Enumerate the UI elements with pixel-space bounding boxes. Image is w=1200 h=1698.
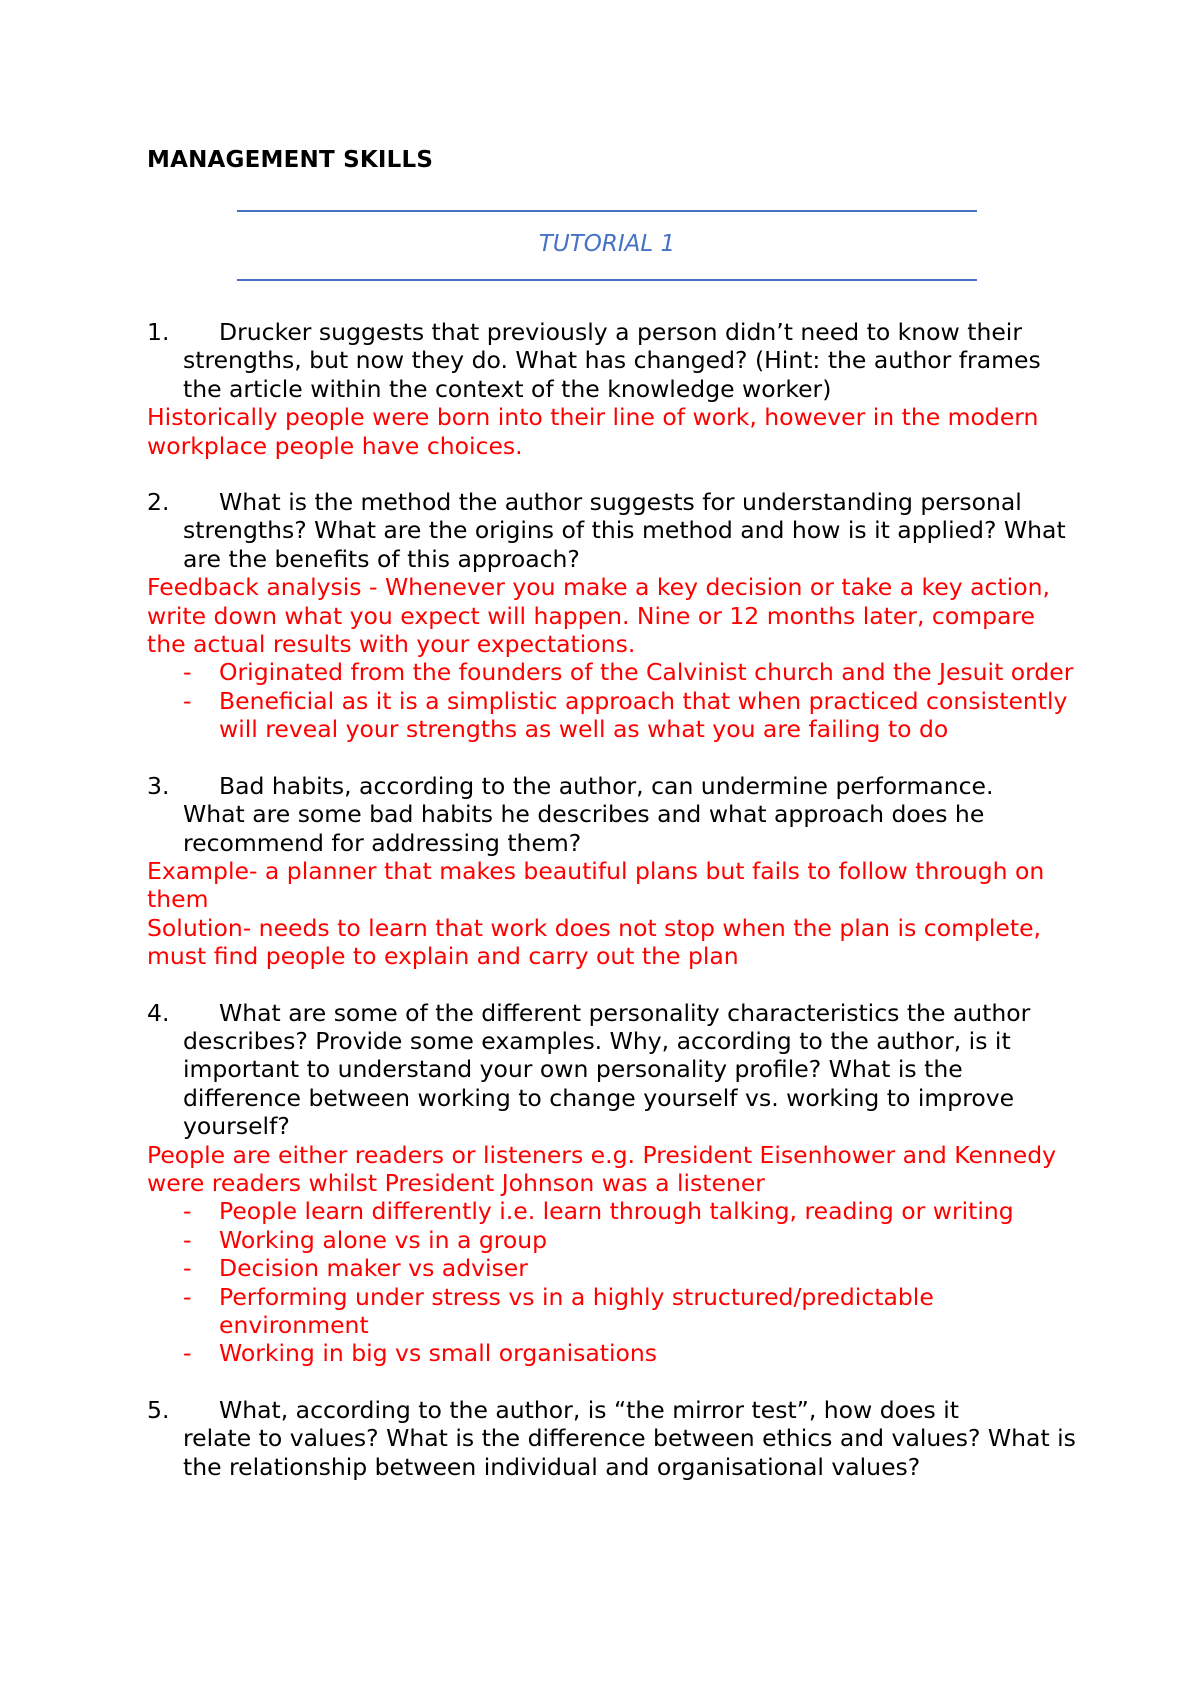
question-text-first-line: What are some of the different personality characteristics the author (219, 998, 1031, 1027)
bullet-text: Working alone vs in a group (219, 1225, 548, 1254)
question-block (147, 488, 1077, 744)
bullet-dash: - (183, 1339, 192, 1368)
answer-text: People are either readers or listeners e.g. President Eisenhower and Kennedy were readers whilst President Johnson was a listener (147, 1140, 1057, 1197)
bullet-dash: - (183, 686, 192, 715)
question-item (147, 1396, 1077, 1424)
answer-bullet-item (147, 687, 1077, 744)
divider-top (237, 210, 977, 212)
bullet-text: Originated from the founders of the Calvinist church and the Jesuit order (219, 658, 1074, 687)
question-item (147, 999, 1077, 1027)
question-text-continued: What are some bad habits he describes and what approach does he recommend for addressing them? (183, 800, 985, 857)
answer-bullet-item (147, 1254, 1077, 1282)
answer-bullet-item (147, 1283, 1077, 1340)
question-number: 1. (147, 318, 170, 346)
question-text (219, 1396, 1077, 1424)
answer-bullet-list (147, 658, 1077, 743)
bullet-text: Performing under stress vs in a highly structured/predictable environment (219, 1282, 934, 1339)
question-list (147, 318, 1077, 1481)
bullet-dash: - (183, 1254, 192, 1283)
question-text-continued: strengths, but now they do. What has changed? (Hint: the author frames the article within the context of the knowledge worker) (183, 346, 1041, 403)
spacer (147, 971, 1077, 999)
question-text (219, 999, 1077, 1027)
question-item (147, 488, 1077, 516)
question-text (219, 488, 1077, 516)
question-item (147, 318, 1077, 346)
document-title: MANAGEMENT SKILLS (147, 147, 434, 173)
spacer (147, 1368, 1077, 1396)
bullet-text: People learn differently i.e. learn through talking, reading or writing (219, 1197, 1014, 1226)
answer-text: Historically people were born into their line of work, however in the modern workplace people have choices. (147, 403, 1039, 460)
question-block (147, 999, 1077, 1368)
bullet-dash: - (183, 1197, 192, 1226)
bullet-dash: - (183, 658, 192, 687)
answer-bullet-item (147, 1339, 1077, 1367)
answer-bullet-item (147, 658, 1077, 686)
spacer (147, 744, 1077, 772)
question-text (219, 772, 1077, 800)
answer-bullet-list (147, 1197, 1077, 1367)
bullet-text: Working in big vs small organisations (219, 1339, 657, 1368)
question-number: 4. (147, 998, 170, 1027)
question-number: 2. (147, 488, 170, 517)
answer-bullet-item (147, 1197, 1077, 1225)
answer-text: Feedback analysis - Whenever you make a key decision or take a key action, write down what you expect will happen. Nine or 12 months later, compare the actual results with your expectations. (147, 573, 1050, 659)
bullet-dash: - (183, 1282, 192, 1311)
question-block (147, 1396, 1077, 1481)
question-block (147, 318, 1077, 460)
question-number: 3. (147, 771, 170, 800)
question-text (219, 318, 1077, 346)
answer-text: Solution- needs to learn that work does not stop when the plan is complete, must find people to explain and carry out the plan (147, 913, 1042, 971)
question-text-first-line: What, according to the author, is “the mirror test”, how does it (219, 1395, 959, 1424)
bullet-text: Beneficial as it is a simplistic approach that when practiced consistently will reveal your strengths as well as what you are failing to do (219, 686, 1068, 744)
bullet-dash: - (183, 1225, 192, 1254)
divider-bottom (237, 279, 977, 281)
question-number: 5. (147, 1395, 170, 1424)
answer-text: Example- a planner that makes beautiful plans but fails to follow through on them (147, 856, 1045, 914)
question-item (147, 772, 1077, 800)
question-text-continued: describes? Provide some examples. Why, according to the author, is it important to understand your own personality profile? What is the difference between working to change yourself vs. working to improve yourself? (183, 1026, 1015, 1141)
spacer (147, 460, 1077, 488)
question-text-first-line: Bad habits, according to the author, can undermine performance. (219, 771, 994, 800)
bullet-text: Decision maker vs adviser (219, 1254, 528, 1283)
question-text-first-line: What is the method the author suggests for understanding personal (219, 488, 1022, 517)
question-text-first-line: Drucker suggests that previously a person didn’t need to know their (219, 318, 1022, 346)
question-block (147, 772, 1077, 971)
question-text-continued: relate to values? What is the difference between ethics and values? What is the relationship between individual and organisational values? (183, 1424, 1076, 1481)
question-text-continued: strengths? What are the origins of this method and how is it applied? What are the benefits of this approach? (183, 516, 1066, 573)
document-subtitle: TUTORIAL 1 (538, 231, 676, 257)
answer-bullet-item (147, 1226, 1077, 1254)
